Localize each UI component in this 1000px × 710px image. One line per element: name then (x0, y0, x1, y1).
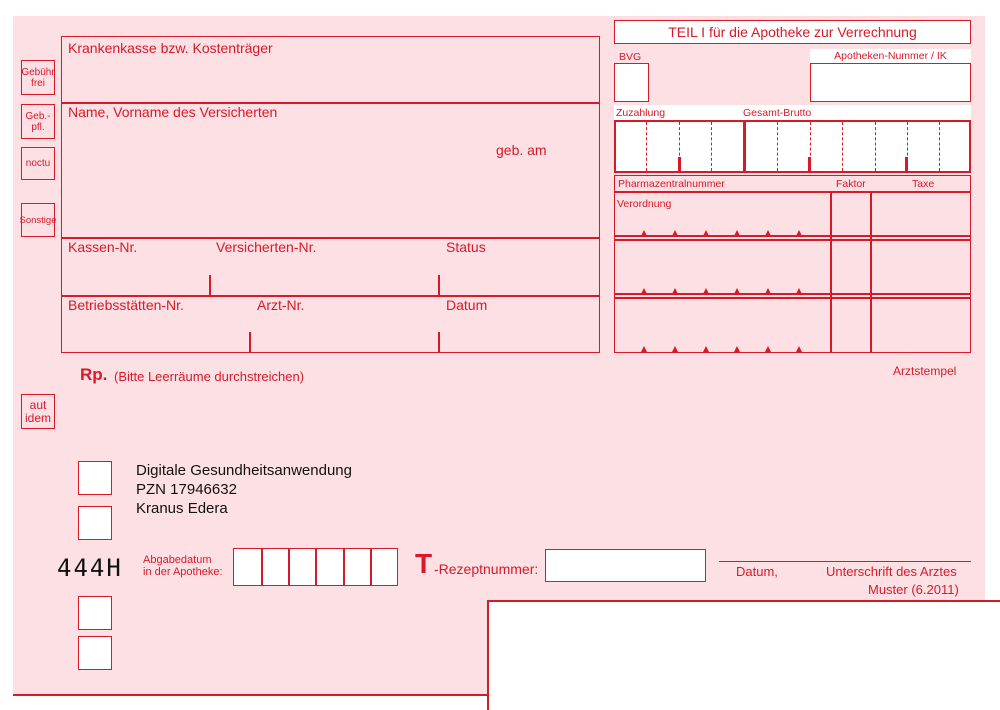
position-marker (703, 230, 709, 236)
position-marker (703, 346, 709, 352)
sonstige-label: Sonstige (19, 214, 57, 226)
kassen-nr-label: Kassen-Nr. (68, 239, 138, 255)
status-label: Status (446, 239, 486, 255)
aut-idem-label: aut idem (24, 397, 51, 425)
prescription-line-1: Digitale Gesundheitsanwendung (136, 462, 352, 479)
position-marker (796, 288, 802, 294)
position-marker (641, 288, 647, 294)
prescription-checkbox-3[interactable] (78, 596, 112, 630)
position-marker (672, 230, 678, 236)
verordnung-label: Verordnung (617, 198, 672, 210)
divider (288, 548, 290, 586)
signature-datum-label: Datum, (736, 564, 778, 579)
digit-separator (842, 122, 843, 171)
krankenkasse-label: Krankenkasse bzw. Kostenträger (68, 40, 273, 56)
apotheken-nummer-box[interactable] (810, 63, 971, 102)
versicherten-nr-label: Versicherten-Nr. (216, 239, 317, 255)
digit-separator (939, 122, 940, 171)
position-marker (796, 346, 802, 352)
zuzahlung-label: Zuzahlung (616, 107, 666, 119)
divider (438, 332, 440, 353)
divider (614, 293, 971, 295)
position-marker (641, 346, 647, 352)
form-cutout (487, 600, 1000, 710)
divider (614, 297, 971, 299)
position-marker (765, 288, 771, 294)
position-marker (734, 230, 740, 236)
digit-separator (711, 122, 712, 171)
form-bottom-edge (13, 694, 489, 696)
geb-pfl-box[interactable] (21, 104, 55, 139)
pharmazentralnummer-label: Pharmazentralnummer (618, 178, 725, 190)
geb-am-label: geb. am (496, 142, 547, 158)
position-marker (672, 346, 678, 352)
rp-hint: (Bitte Leerräume durchstreichen) (114, 369, 305, 384)
divider (370, 548, 372, 586)
position-marker (641, 230, 647, 236)
t-letter: T (415, 548, 433, 579)
divider (315, 548, 317, 586)
divider (249, 332, 251, 353)
gesamt-brutto-label: Gesamt-Brutto (743, 107, 812, 119)
abgabedatum-label-1: Abgabedatum (143, 554, 212, 566)
noctu-box[interactable] (21, 147, 55, 180)
name-label: Name, Vorname des Versicherten (68, 104, 278, 120)
position-marker (765, 346, 771, 352)
bvg-label: BVG (619, 51, 642, 63)
aut-idem-box[interactable] (21, 394, 55, 429)
taxe-label: Taxe (912, 178, 935, 190)
position-marker (765, 230, 771, 236)
teil-i-header (614, 20, 971, 44)
datum-label: Datum (446, 297, 488, 313)
abgabedatum-label-2: in der Apotheke: (143, 566, 223, 578)
betriebsstaetten-nr-label: Betriebsstätten-Nr. (68, 297, 184, 313)
faktor-label: Faktor (836, 178, 866, 190)
divider (870, 191, 872, 353)
signature-label: Unterschrift des Arztes (826, 564, 957, 579)
divider (830, 191, 832, 353)
divider (209, 275, 211, 295)
muster-label: Muster (6.2011) (868, 582, 959, 597)
digit-separator (875, 122, 876, 171)
signature-line (719, 561, 971, 562)
decimal-mark (678, 157, 681, 171)
prescription-line-3: Kranus Edera (136, 500, 228, 517)
zuzahlung-brutto-grid[interactable] (614, 120, 971, 173)
prescription-line-2: PZN 17946632 (136, 481, 237, 498)
teil-i-label: TEIL I für die Apotheke zur Verrechnung (668, 24, 917, 40)
position-marker (703, 288, 709, 294)
decimal-mark (808, 157, 811, 171)
digit-separator (777, 122, 778, 171)
noctu-label: noctu (25, 158, 51, 169)
divider (343, 548, 345, 586)
arzt-nr-label: Arzt-Nr. (257, 297, 305, 313)
divider (614, 235, 971, 237)
divider (743, 120, 746, 173)
divider (614, 191, 971, 193)
digit-separator (646, 122, 647, 171)
t-rezeptnummer-box[interactable] (545, 549, 706, 582)
gebuehr-frei-label: Gebühr frei (21, 66, 55, 89)
form-code: 444H (57, 554, 123, 582)
position-marker (672, 288, 678, 294)
prescription-checkbox-4[interactable] (78, 636, 112, 670)
prescription-checkbox-1[interactable] (78, 461, 112, 495)
sonstige-box[interactable] (21, 203, 55, 237)
apotheken-nummer-label: Apotheken-Nummer / IK (810, 49, 971, 63)
divider (438, 275, 440, 295)
position-marker (734, 288, 740, 294)
position-marker (734, 346, 740, 352)
rp-label: Rp. (80, 365, 108, 384)
arztstempel-label: Arztstempel (893, 364, 957, 378)
divider (61, 237, 600, 239)
t-rezeptnummer-label: -Rezeptnummer: (434, 561, 539, 577)
decimal-mark (905, 157, 908, 171)
prescription-checkbox-2[interactable] (78, 506, 112, 540)
divider (261, 548, 263, 586)
position-marker (796, 230, 802, 236)
bvg-box[interactable] (614, 63, 649, 102)
gebuehr-frei-box[interactable] (21, 60, 55, 95)
geb-pfl-label: Geb.- pfl. (25, 110, 51, 133)
divider (614, 239, 971, 241)
